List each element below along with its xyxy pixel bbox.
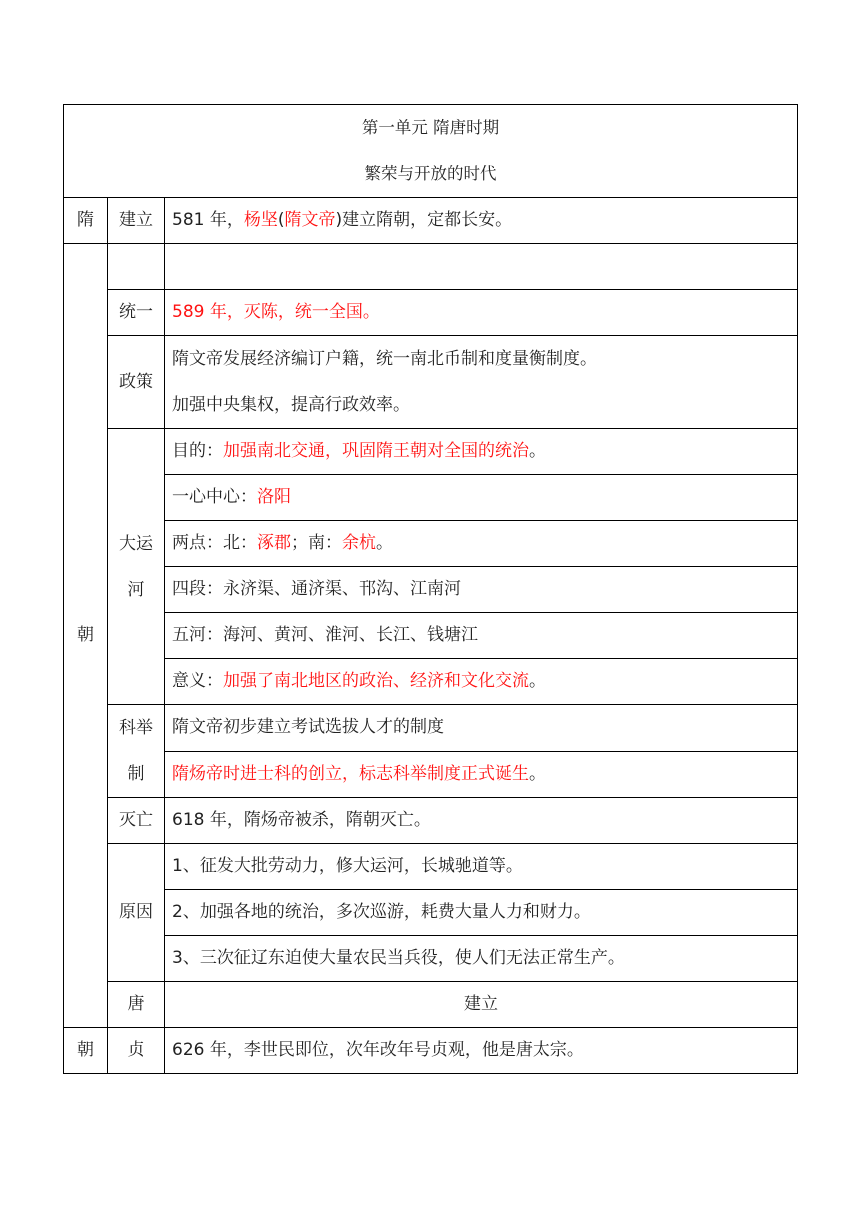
- exam-line: 隋文帝初步建立考试选拔人才的制度: [165, 705, 798, 752]
- row-label-tang-founding: 建立: [165, 982, 798, 1028]
- table-row: [64, 936, 798, 982]
- unit-subtitle: 繁荣与开放的时代: [364, 164, 497, 183]
- dynasty-cell-tang-1: 唐: [108, 982, 165, 1028]
- table-row: [64, 198, 798, 244]
- row-label-founding: 建立: [108, 198, 165, 244]
- unification-text: 589 年，灭陈，统一全国。: [165, 290, 798, 336]
- table-row: [64, 336, 798, 429]
- table-row: [64, 613, 798, 659]
- highlight-text: 隋文帝: [284, 210, 336, 230]
- table-row: [64, 1028, 798, 1074]
- row-label-reasons: 原因: [108, 844, 165, 982]
- table-row: [64, 844, 798, 890]
- table-row: [64, 982, 798, 1028]
- row-label-unification: 统一: [108, 290, 165, 336]
- dynasty-cell-sui-2: 朝: [64, 244, 108, 1028]
- row-label-policy: 政策: [108, 336, 165, 429]
- table-row: [64, 890, 798, 936]
- table-row: [64, 290, 798, 336]
- row-label-zhen: 贞: [108, 1028, 165, 1074]
- table-row: [64, 567, 798, 613]
- empty-cell: [108, 244, 165, 290]
- history-summary-table: [63, 104, 798, 1074]
- table-row: [64, 751, 798, 798]
- highlight-text: 杨坚: [243, 210, 278, 230]
- table-row: [64, 429, 798, 475]
- fall-text: 618 年，隋炀帝被杀，隋朝灭亡。: [165, 798, 798, 844]
- dynasty-cell-tang-2: 朝: [64, 1028, 108, 1074]
- dynasty-cell-sui-1: 隋: [64, 198, 108, 244]
- sui-founding-text: 581 年，杨坚(隋文帝)建立隋朝，定都长安。: [165, 198, 798, 244]
- table-row: [64, 475, 798, 521]
- exam-line: 隋炀帝时进士科的创立，标志科举制度正式诞生。: [165, 751, 798, 798]
- table-row: [64, 521, 798, 567]
- table-row: [64, 659, 798, 705]
- table-row: [64, 705, 798, 752]
- reason-item: 3、三次征辽东迫使大量农民当兵役，使人们无法正常生产。: [165, 936, 798, 982]
- canal-center: 一心中心：洛阳: [165, 475, 798, 521]
- row-label-imperial-exam: 科举 制: [108, 705, 165, 798]
- canal-purpose: 目的：加强南北交通，巩固隋王朝对全国的统治。: [165, 429, 798, 475]
- canal-points: 两点：北：涿郡；南：余杭。: [165, 521, 798, 567]
- canal-rivers: 五河：海河、黄河、淮河、长江、钱塘江: [165, 613, 798, 659]
- reason-item: 1、征发大批劳动力，修大运河，长城驰道等。: [165, 844, 798, 890]
- table-row: [64, 244, 798, 290]
- row-label-fall: 灭亡: [108, 798, 165, 844]
- canal-sections: 四段：永济渠、通济渠、邗沟、江南河: [165, 567, 798, 613]
- canal-meaning: 意义：加强了南北地区的政治、经济和文化交流。: [165, 659, 798, 705]
- reason-item: 2、加强各地的统治，多次巡游，耗费大量人力和财力。: [165, 890, 798, 936]
- policy-line: 加强中央集权，提高行政效率。: [172, 395, 410, 415]
- unit-title: 第一单元 隋唐时期: [361, 118, 500, 137]
- row-label-grand-canal: 大运 河: [108, 429, 165, 705]
- empty-cell: [165, 244, 798, 290]
- table-row: [64, 798, 798, 844]
- table-title-row: [64, 105, 798, 198]
- policy-line: 隋文帝发展经济编订户籍，统一南北币制和度量衡制度。: [172, 349, 597, 369]
- zhen-text: 626 年，李世民即位，次年改年号贞观，他是唐太宗。: [165, 1028, 798, 1074]
